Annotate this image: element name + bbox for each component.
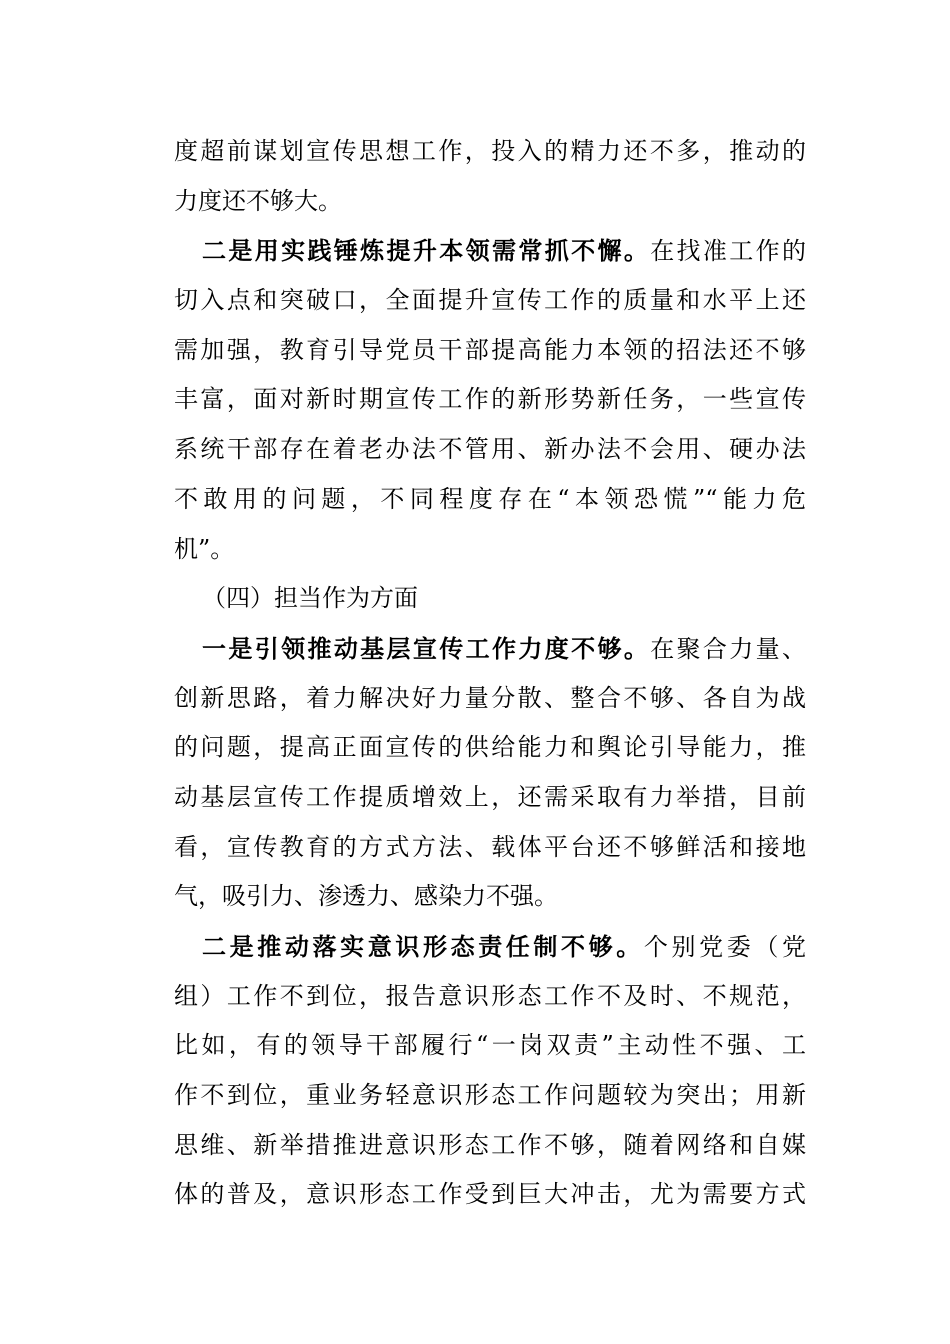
text-line: 组）工作不到位，报告意识形态工作不及时、不规范， (174, 981, 806, 1010)
paragraph-text: 个别党委（党 (643, 933, 807, 961)
text-line: 丰富，面对新时期宣传工作的新形势新任务，一些宣传 (174, 385, 806, 414)
text-line: 需加强，教育引导党员干部提高能力本领的招法还不够 (174, 335, 806, 364)
text-line: 作不到位，重业务轻意识形态工作问题较为突出；用新 (174, 1081, 806, 1110)
text-line: 动基层宣传工作提质增效上，还需采取有力举措，目前 (174, 782, 806, 811)
text-line: 的问题，提高正面宣传的供给能力和舆论引导能力，推 (174, 733, 806, 762)
text-line: 看，宣传教育的方式方法、载体平台还不够鲜活和接地 (174, 832, 806, 861)
text-line: 度超前谋划宣传思想工作，投入的精力还不多，推动的 (174, 137, 806, 165)
text-line: 思维、新举措推进意识形态工作不够，随着网络和自媒 (174, 1130, 806, 1159)
paragraph-text: 在聚合力量、 (650, 634, 807, 663)
paragraph-lead: 一是引领推动基层宣传工作力度不够。 (202, 633, 651, 663)
paragraph-first-line (174, 226, 806, 276)
text-line: 切入点和突破口，全面提升宣传工作的质量和水平上还 (174, 286, 806, 315)
paragraph-first-line (174, 624, 806, 674)
text-line: 比如，有的领导干部履行“一岗双责”主动性不强、工 (174, 1031, 806, 1060)
text-line: 力度还不够大。 (174, 186, 342, 215)
text-line: 系统干部存在着老办法不管用、新办法不会用、硬办法 (174, 435, 806, 464)
text-line: 机”。 (174, 534, 235, 563)
text-line: 创新思路，着力解决好力量分散、整合不够、各自为战 (174, 683, 806, 712)
text-line: 体的普及，意识形态工作受到巨大冲击，尤为需要方式 (174, 1180, 806, 1209)
document-page (174, 127, 806, 1220)
paragraph-text: 在找准工作的 (650, 237, 807, 266)
paragraph-first-line (174, 922, 806, 972)
paragraph-lead: 二是推动落实意识形态责任制不够。 (202, 932, 644, 961)
text-line: 不敢用的问题，不同程度存在“本领恐慌”“能力危 (174, 484, 806, 513)
paragraph-lead: 二是用实践锤炼提升本领需常抓不懈。 (202, 236, 651, 266)
section-heading: （四）担当作为方面 (202, 584, 418, 613)
text-line: 气，吸引力、渗透力、感染力不强。 (174, 882, 558, 911)
